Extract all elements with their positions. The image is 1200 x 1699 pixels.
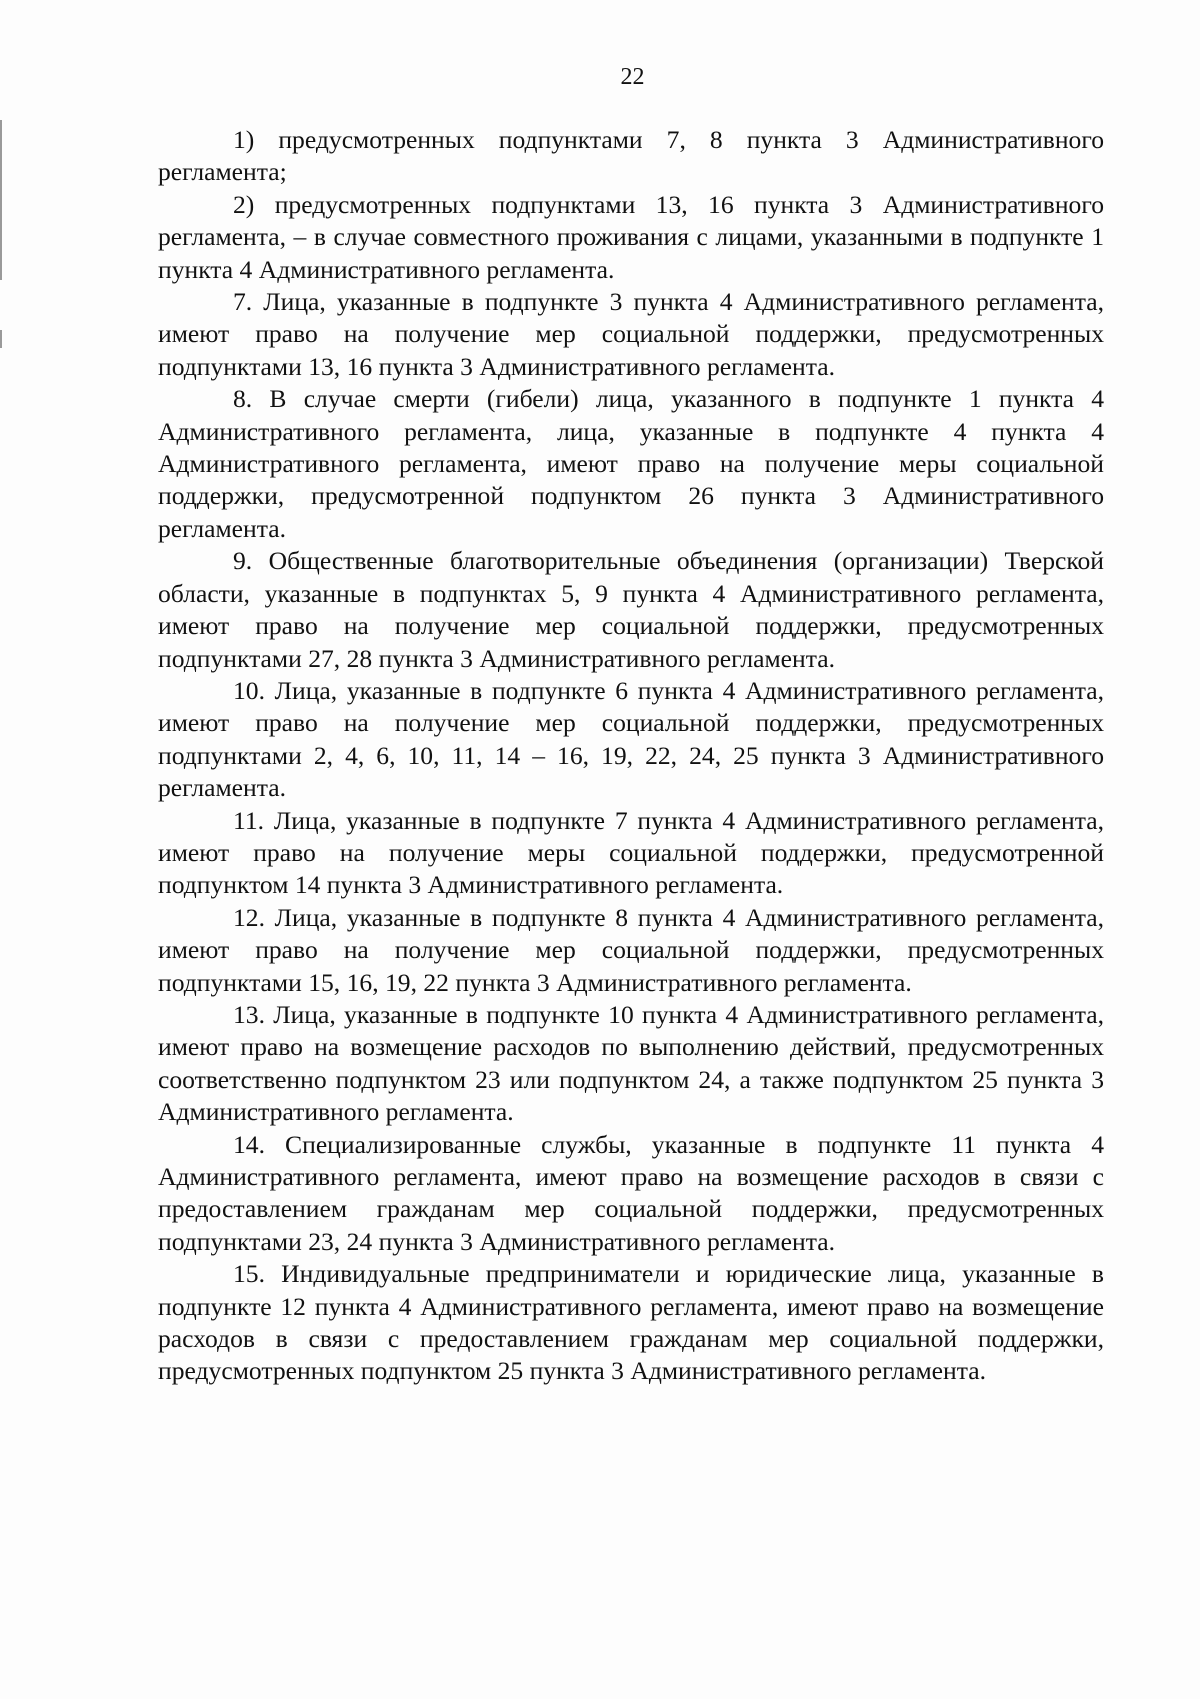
paragraph-10: 10. Лица, указанные в подпункте 6 пункта 4 Административного регламента, имеют право на получение мер социальной поддержки, предусмотренных подпунктами 2, 4, 6, 10, 11, 14 – 16, 19, 22, 24, 25 пункта 3 Административного регламента. xyxy=(158,675,1104,803)
document-body xyxy=(158,124,1104,1388)
paragraph-6-2: 2) предусмотренных подпунктами 13, 16 пункта 3 Административного регламента, – в случае совместного проживания с лицами, указанными в подпункте 1 пункта 4 Административного регламента. xyxy=(158,189,1104,284)
paragraph-12: 12. Лица, указанные в подпункте 8 пункта 4 Административного регламента, имеют право на получение мер социальной поддержки, предусмотренных подпунктами 15, 16, 19, 22 пункта 3 Административного регламента. xyxy=(158,902,1104,997)
scan-edge-mark xyxy=(0,330,2,348)
paragraph-13: 13. Лица, указанные в подпункте 10 пункта 4 Административного регламента, имеют право на возмещение расходов по выполнению действий, предусмотренных соответственно подпунктом 23 или подпунктом 24, а также подпунктом 25 пункта 3 Административного регламента. xyxy=(158,999,1104,1127)
paragraph-7: 7. Лица, указанные в подпункте 3 пункта 4 Административного регламента, имеют право на получение мер социальной поддержки, предусмотренных подпунктами 13, 16 пункта 3 Административного регламента. xyxy=(158,287,1104,381)
page-number: 22 xyxy=(620,64,645,90)
paragraph-6-1: 1) предусмотренных подпунктами 7, 8 пункта 3 Административного регламента; xyxy=(158,125,1104,187)
paragraph-14: 14. Специализированные службы, указанные в подпункте 11 пункта 4 Административного регламента, имеют право на возмещение расходов в связи с предоставлением гражданам мер социальной поддержки, предусмотренных подпунктами 23, 24 пункта 3 Административного регламента. xyxy=(158,1129,1104,1256)
paragraph-9: 9. Общественные благотворительные объединения (организации) Тверской области, указанные в подпунктах 5, 9 пункта 4 Административного регламента, имеют право на получение мер социальной поддержки, предусмотренных подпунктами 27, 28 пункта 3 Административного регламента. xyxy=(158,546,1104,673)
paragraph-8: 8. В случае смерти (гибели) лица, указанного в подпункте 1 пункта 4 Административного регламента, лица, указанные в подпункте 4 пункта 4 Административного регламента, имеют право на получение меры социальной поддержки, предусмотренной подпунктом 26 пункта 3 Административного регламента. xyxy=(158,384,1104,543)
scan-edge-mark xyxy=(0,120,2,280)
paragraph-11: 11. Лица, указанные в подпункте 7 пункта 4 Административного регламента, имеют право на получение меры социальной поддержки, предусмотренной подпунктом 14 пункта 3 Административного регламента. xyxy=(158,805,1104,900)
paragraph-15: 15. Индивидуальные предприниматели и юридические лица, указанные в подпункте 12 пункта 4 Административного регламента, имеют право на возмещение расходов в связи с предоставлением гражданам мер социальной поддержки, предусмотренных подпунктом 25 пункта 3 Административного регламента. xyxy=(158,1259,1104,1386)
